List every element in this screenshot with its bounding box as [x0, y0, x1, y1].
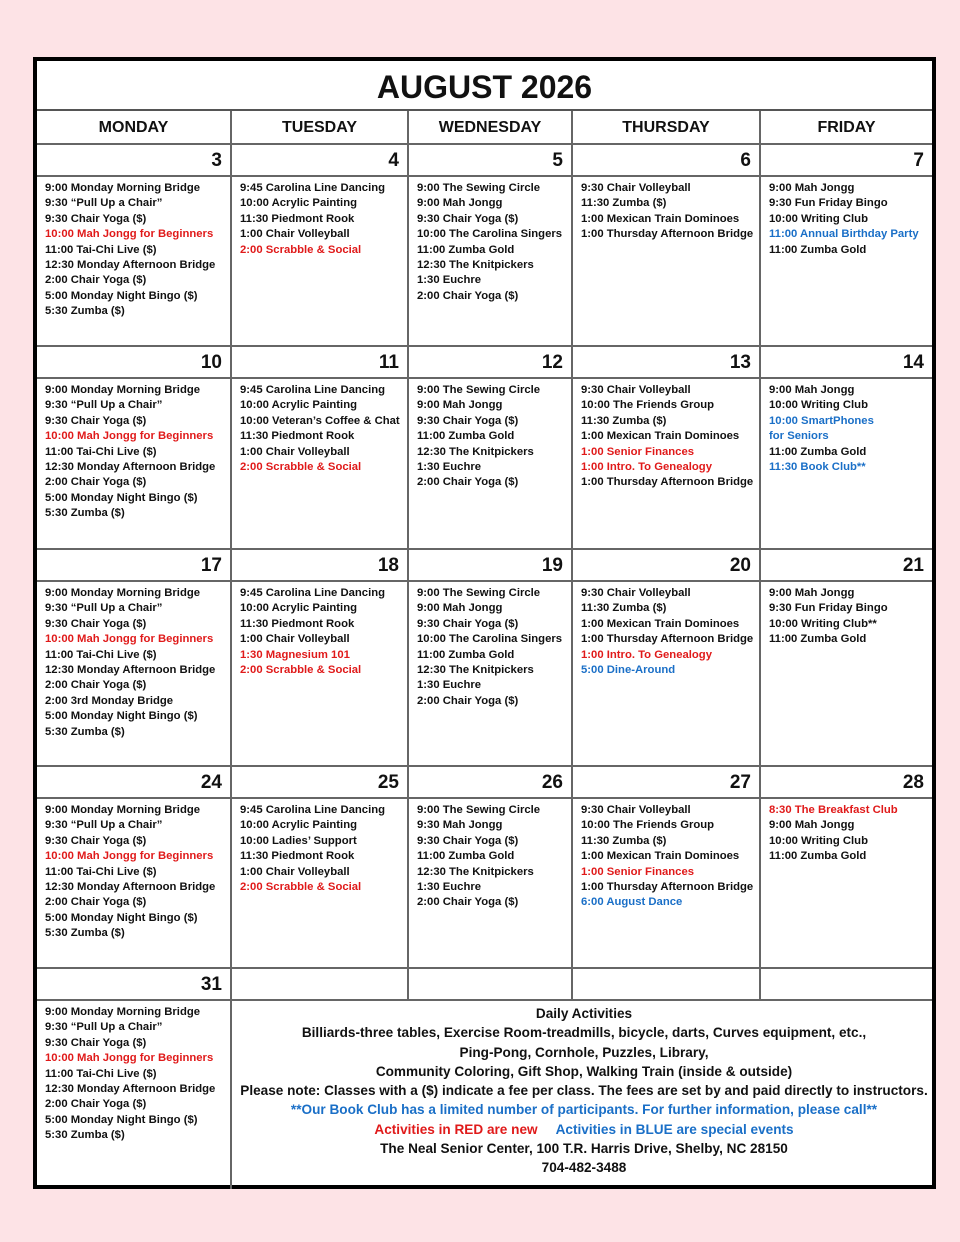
activity-item: 10:00 Ladies’ Support — [240, 834, 357, 847]
activity-item: 9:30 Chair Yoga ($) — [45, 834, 147, 847]
day-header-wednesday: WEDNESDAY — [409, 111, 573, 145]
activity-item: 12:30 Monday Afternoon Bridge — [45, 664, 216, 677]
activity-item: 12:30 Monday Afternoon Bridge — [45, 259, 216, 272]
date-number — [232, 969, 409, 1001]
day-activities — [573, 379, 761, 550]
day-activities — [761, 379, 932, 550]
day-activities — [761, 799, 932, 969]
date-number: 18 — [232, 550, 409, 582]
activity-item: 9:00 Monday Morning Bridge — [45, 587, 201, 599]
activity-item: 11:00 Zumba Gold — [417, 850, 515, 863]
activity-item: 5:00 Monday Night Bingo ($) — [45, 710, 198, 723]
day-activities — [409, 799, 573, 969]
activity-item: 2:00 Scrabble & Social — [240, 461, 362, 474]
legend-blue: Activities in BLUE are special events — [555, 1121, 794, 1137]
date-number: 19 — [409, 550, 573, 582]
day-activities — [573, 582, 761, 767]
activity-item: 9:30 Fun Friday Bingo — [769, 602, 888, 615]
activity-item: 12:30 The Knitpickers — [417, 664, 534, 677]
activity-item: 2:00 Chair Yoga ($) — [417, 476, 519, 489]
activity-item: 11:30 Piedmont Rook — [240, 617, 355, 630]
activity-item: 11:00 Zumba Gold — [417, 243, 515, 256]
activity-item: 10:00 The Friends Group — [581, 399, 715, 412]
date-number: 6 — [573, 145, 761, 177]
activity-item: 12:30 The Knitpickers — [417, 865, 534, 878]
activity-item: 1:00 Chair Volleyball — [240, 445, 350, 458]
activity-item: 5:30 Zumba ($) — [45, 305, 125, 318]
date-number: 7 — [761, 145, 932, 177]
activity-item: 9:30 Chair Yoga ($) — [45, 212, 147, 225]
date-number: 12 — [409, 347, 573, 379]
activity-item: 1:00 Thursday Afternoon Bridge — [581, 633, 753, 646]
activity-item: 12:30 Monday Afternoon Bridge — [45, 461, 216, 474]
activity-item: 11:00 Zumba Gold — [417, 430, 515, 443]
activity-item: 1:00 Chair Volleyball — [240, 633, 350, 646]
activity-item: 10:00 Acrylic Painting — [240, 819, 357, 832]
activity-item: 5:30 Zumba ($) — [45, 507, 125, 520]
activity-item: 10:00 Acrylic Painting — [240, 399, 357, 412]
activity-item: 10:00 Writing Club — [769, 399, 868, 412]
fee-note: Please note: Classes with a ($) indicate a fee per class. The fees are set by and paid directly to instructors. — [240, 1083, 928, 1099]
day-activities — [232, 177, 409, 347]
date-number: 28 — [761, 767, 932, 799]
activity-item: 2:00 Scrabble & Social — [240, 243, 362, 256]
date-number — [409, 969, 573, 1001]
date-number: 17 — [37, 550, 232, 582]
activity-item: 11:30 Book Club** — [769, 461, 866, 474]
day-activities — [232, 582, 409, 767]
activity-item: 8:30 The Breakfast Club — [769, 804, 898, 816]
activity-item: 11:00 Tai-Chi Live ($) — [45, 445, 157, 458]
date-number: 21 — [761, 550, 932, 582]
activity-item: 1:00 Intro. To Genealogy — [581, 461, 712, 474]
activity-item: 1:00 Thursday Afternoon Bridge — [581, 881, 753, 894]
day-activities — [409, 177, 573, 347]
activity-item: 10:00 Mah Jongg for Beginners — [45, 1052, 214, 1065]
activity-item: 2:00 Chair Yoga ($) — [45, 896, 147, 909]
activity-item: 11:30 Zumba ($) — [581, 197, 667, 210]
activity-item: 5:00 Dine-Around — [581, 664, 676, 677]
activity-item: 1:30 Euchre — [417, 881, 482, 894]
activity-item: 12:30 Monday Afternoon Bridge — [45, 1083, 216, 1096]
day-header-thursday: THURSDAY — [573, 111, 761, 145]
activity-item: 1:00 Mexican Train Dominoes — [581, 617, 740, 630]
activity-item: 9:30 Chair Yoga ($) — [45, 617, 147, 630]
activity-item: 10:00 Acrylic Painting — [240, 602, 357, 615]
activity-item: 9:00 Monday Morning Bridge — [45, 182, 201, 194]
date-number: 14 — [761, 347, 932, 379]
activity-item: 10:00 Mah Jongg for Beginners — [45, 633, 214, 646]
activity-item: 2:00 Scrabble & Social — [240, 664, 362, 677]
activity-item: 9:45 Carolina Line Dancing — [240, 384, 386, 396]
activity-item: 1:30 Euchre — [417, 679, 482, 692]
date-number: 26 — [409, 767, 573, 799]
activity-item: 9:00 The Sewing Circle — [417, 182, 541, 194]
activity-item: 11:00 Tai-Chi Live ($) — [45, 1067, 157, 1080]
activity-item: 2:00 3rd Monday Bridge — [45, 694, 174, 707]
activity-item: 11:00 Zumba Gold — [769, 850, 867, 863]
day-activities — [37, 582, 232, 767]
activity-item: 9:30 Chair Volleyball — [581, 587, 691, 599]
date-number: 3 — [37, 145, 232, 177]
activity-item: 1:00 Mexican Train Dominoes — [581, 430, 740, 443]
activity-item: 11:00 Zumba Gold — [769, 243, 867, 256]
date-number: 10 — [37, 347, 232, 379]
day-activities — [573, 177, 761, 347]
daily-heading: Daily Activities — [535, 1006, 633, 1021]
activity-item: 2:00 Chair Yoga ($) — [417, 289, 519, 302]
day-activities — [409, 379, 573, 550]
activity-item: 11:00 Tai-Chi Live ($) — [45, 865, 157, 878]
activity-item: 1:30 Euchre — [417, 461, 482, 474]
activity-item: 9:00 The Sewing Circle — [417, 587, 541, 599]
date-number: 27 — [573, 767, 761, 799]
date-number: 11 — [232, 347, 409, 379]
activity-item: 1:00 Thursday Afternoon Bridge — [581, 476, 753, 489]
activity-item: 10:00 Writing Club** — [769, 617, 877, 630]
activity-item: 2:00 Chair Yoga ($) — [417, 694, 519, 707]
activity-item: 9:30 Chair Yoga ($) — [45, 1036, 147, 1049]
calendar — [33, 57, 936, 1189]
activity-item: 9:30 Chair Yoga ($) — [417, 834, 519, 847]
activity-item: 9:00 Mah Jongg — [769, 384, 855, 396]
activity-item: 9:30 Fun Friday Bingo — [769, 197, 888, 210]
activity-item: 9:30 Chair Volleyball — [581, 804, 691, 816]
day-activities — [37, 177, 232, 347]
activity-item: 10:00 The Carolina Singers — [417, 633, 563, 646]
book-club-note: **Our Book Club has a limited number of participants. For further information, please call** — [290, 1102, 878, 1118]
activity-item: 5:00 Monday Night Bingo ($) — [45, 289, 198, 302]
activity-item: 11:30 Zumba ($) — [581, 414, 667, 427]
activity-item: 9:00 Mah Jongg — [417, 399, 503, 412]
activity-item: 10:00 The Friends Group — [581, 819, 715, 832]
activity-item: 12:30 Monday Afternoon Bridge — [45, 881, 216, 894]
day-activities — [232, 799, 409, 969]
activity-item: 6:00 August Dance — [581, 896, 683, 909]
center-phone: 704-482-3488 — [541, 1160, 627, 1176]
activity-item: 5:30 Zumba ($) — [45, 927, 125, 940]
activity-item: 11:00 Tai-Chi Live ($) — [45, 648, 157, 661]
legend-red: Activities in RED are new — [374, 1121, 538, 1137]
activity-item: 1:30 Magnesium 101 — [240, 648, 350, 661]
activity-item: 10:00 The Carolina Singers — [417, 228, 563, 241]
activity-item: 2:00 Chair Yoga ($) — [45, 476, 147, 489]
center-address: The Neal Senior Center, 100 T.R. Harris Drive, Shelby, NC 28150 — [380, 1141, 788, 1157]
activity-item: 11:30 Zumba ($) — [581, 602, 667, 615]
activity-item: 9:00 Mah Jongg — [769, 182, 855, 194]
activity-item: 11:30 Piedmont Rook — [240, 212, 355, 225]
date-number: 20 — [573, 550, 761, 582]
activity-item: 1:00 Chair Volleyball — [240, 865, 350, 878]
activity-item: 9:30 “Pull Up a Chair” — [45, 819, 163, 832]
activity-item: 9:00 Monday Morning Bridge — [45, 804, 201, 816]
activity-item: 9:45 Carolina Line Dancing — [240, 182, 386, 194]
activity-item: 9:30 Chair Yoga ($) — [417, 212, 519, 225]
activity-item: 9:00 Mah Jongg — [417, 197, 503, 210]
day-activities — [761, 177, 932, 347]
activity-item: 1:00 Chair Volleyball — [240, 228, 350, 241]
activity-item: 5:30 Zumba ($) — [45, 725, 125, 738]
activity-item: 11:00 Zumba Gold — [417, 648, 515, 661]
date-number: 5 — [409, 145, 573, 177]
activity-item: 9:30 Chair Yoga ($) — [417, 617, 519, 630]
activity-item: 10:00 Writing Club — [769, 212, 868, 225]
day-activities — [37, 1001, 232, 1189]
activity-item: 9:00 The Sewing Circle — [417, 384, 541, 396]
activity-item: 10:00 Veteran’s Coffee & Chat — [240, 414, 400, 427]
activity-item: 9:45 Carolina Line Dancing — [240, 804, 386, 816]
activity-item: 9:00 Monday Morning Bridge — [45, 1006, 201, 1018]
day-activities — [409, 582, 573, 767]
activity-item: 1:00 Mexican Train Dominoes — [581, 212, 740, 225]
activity-item: 2:00 Chair Yoga ($) — [45, 1098, 147, 1111]
activity-item: 5:00 Monday Night Bingo ($) — [45, 911, 198, 924]
day-activities — [37, 379, 232, 550]
daily-line: Billiards-three tables, Exercise Room-treadmills, bicycle, darts, Curves equipment, etc., — [301, 1025, 867, 1041]
activity-item: 1:00 Senior Finances — [581, 865, 695, 878]
day-header-monday: MONDAY — [37, 111, 232, 145]
activity-item: 2:00 Chair Yoga ($) — [45, 679, 147, 692]
date-number — [761, 969, 932, 1001]
daily-activities-box — [232, 1001, 936, 1189]
activity-item: 11:30 Piedmont Rook — [240, 850, 355, 863]
activity-item: 9:45 Carolina Line Dancing — [240, 587, 386, 599]
activity-item: 12:30 The Knitpickers — [417, 259, 534, 272]
activity-item: 11:00 Zumba Gold — [769, 445, 867, 458]
activity-item: 9:30 “Pull Up a Chair” — [45, 399, 163, 412]
daily-line: Community Coloring, Gift Shop, Walking Train (inside & outside) — [375, 1063, 793, 1079]
activity-item: 9:30 Mah Jongg — [417, 819, 503, 832]
activity-item: 5:30 Zumba ($) — [45, 1129, 125, 1142]
activity-item: 1:00 Senior Finances — [581, 445, 695, 458]
activity-item: 9:00 Monday Morning Bridge — [45, 384, 201, 396]
activity-item: 10:00 Writing Club — [769, 834, 868, 847]
day-activities — [37, 799, 232, 969]
activity-item: 9:00 Mah Jongg — [769, 587, 855, 599]
activity-item: 1:00 Mexican Train Dominoes — [581, 850, 740, 863]
date-number: 31 — [37, 969, 232, 1001]
activity-item: 11:30 Zumba ($) — [581, 834, 667, 847]
activity-item: 9:30 Chair Yoga ($) — [45, 414, 147, 427]
activity-item: 5:00 Monday Night Bingo ($) — [45, 1113, 198, 1126]
activity-item: 2:00 Chair Yoga ($) — [417, 896, 519, 909]
activity-item: 9:30 “Pull Up a Chair” — [45, 197, 163, 210]
activity-item: 9:30 “Pull Up a Chair” — [45, 1021, 163, 1034]
activity-item: 1:00 Intro. To Genealogy — [581, 648, 712, 661]
date-number: 4 — [232, 145, 409, 177]
day-activities — [232, 379, 409, 550]
date-number — [573, 969, 761, 1001]
day-header-friday: FRIDAY — [761, 111, 932, 145]
activity-item: 11:30 Piedmont Rook — [240, 430, 355, 443]
activity-item: 10:00 Mah Jongg for Beginners — [45, 430, 214, 443]
activity-item: 10:00 SmartPhones — [769, 414, 874, 427]
activity-item: 9:00 Mah Jongg — [769, 819, 855, 832]
date-number: 24 — [37, 767, 232, 799]
activity-item: 2:00 Scrabble & Social — [240, 881, 362, 894]
activity-item: 10:00 Mah Jongg for Beginners — [45, 850, 214, 863]
activity-item: for Seniors — [769, 430, 829, 443]
activity-item: 11:00 Annual Birthday Party — [769, 228, 919, 241]
activity-item: 9:30 “Pull Up a Chair” — [45, 602, 163, 615]
activity-item: 11:00 Zumba Gold — [769, 633, 867, 646]
activity-item: 5:00 Monday Night Bingo ($) — [45, 491, 198, 504]
activity-item: 9:30 Chair Volleyball — [581, 182, 691, 194]
daily-line: Ping-Pong, Cornhole, Puzzles, Library, — [459, 1044, 709, 1060]
activity-item: 9:00 Mah Jongg — [417, 602, 503, 615]
day-activities — [573, 799, 761, 969]
activity-item: 10:00 Acrylic Painting — [240, 197, 357, 210]
activity-item: 1:30 Euchre — [417, 274, 482, 287]
activity-item: 1:00 Thursday Afternoon Bridge — [581, 228, 753, 241]
calendar-title: AUGUST 2026 — [37, 61, 932, 111]
activity-item: 11:00 Tai-Chi Live ($) — [45, 243, 157, 256]
day-activities — [761, 582, 932, 767]
activity-item: 9:00 The Sewing Circle — [417, 804, 541, 816]
activity-item: 12:30 The Knitpickers — [417, 445, 534, 458]
activity-item: 10:00 Mah Jongg for Beginners — [45, 228, 214, 241]
day-header-tuesday: TUESDAY — [232, 111, 409, 145]
activity-item: 9:30 Chair Yoga ($) — [417, 414, 519, 427]
date-number: 25 — [232, 767, 409, 799]
date-number: 13 — [573, 347, 761, 379]
activity-item: 9:30 Chair Volleyball — [581, 384, 691, 396]
color-legend — [232, 1120, 936, 1139]
activity-item: 2:00 Chair Yoga ($) — [45, 274, 147, 287]
